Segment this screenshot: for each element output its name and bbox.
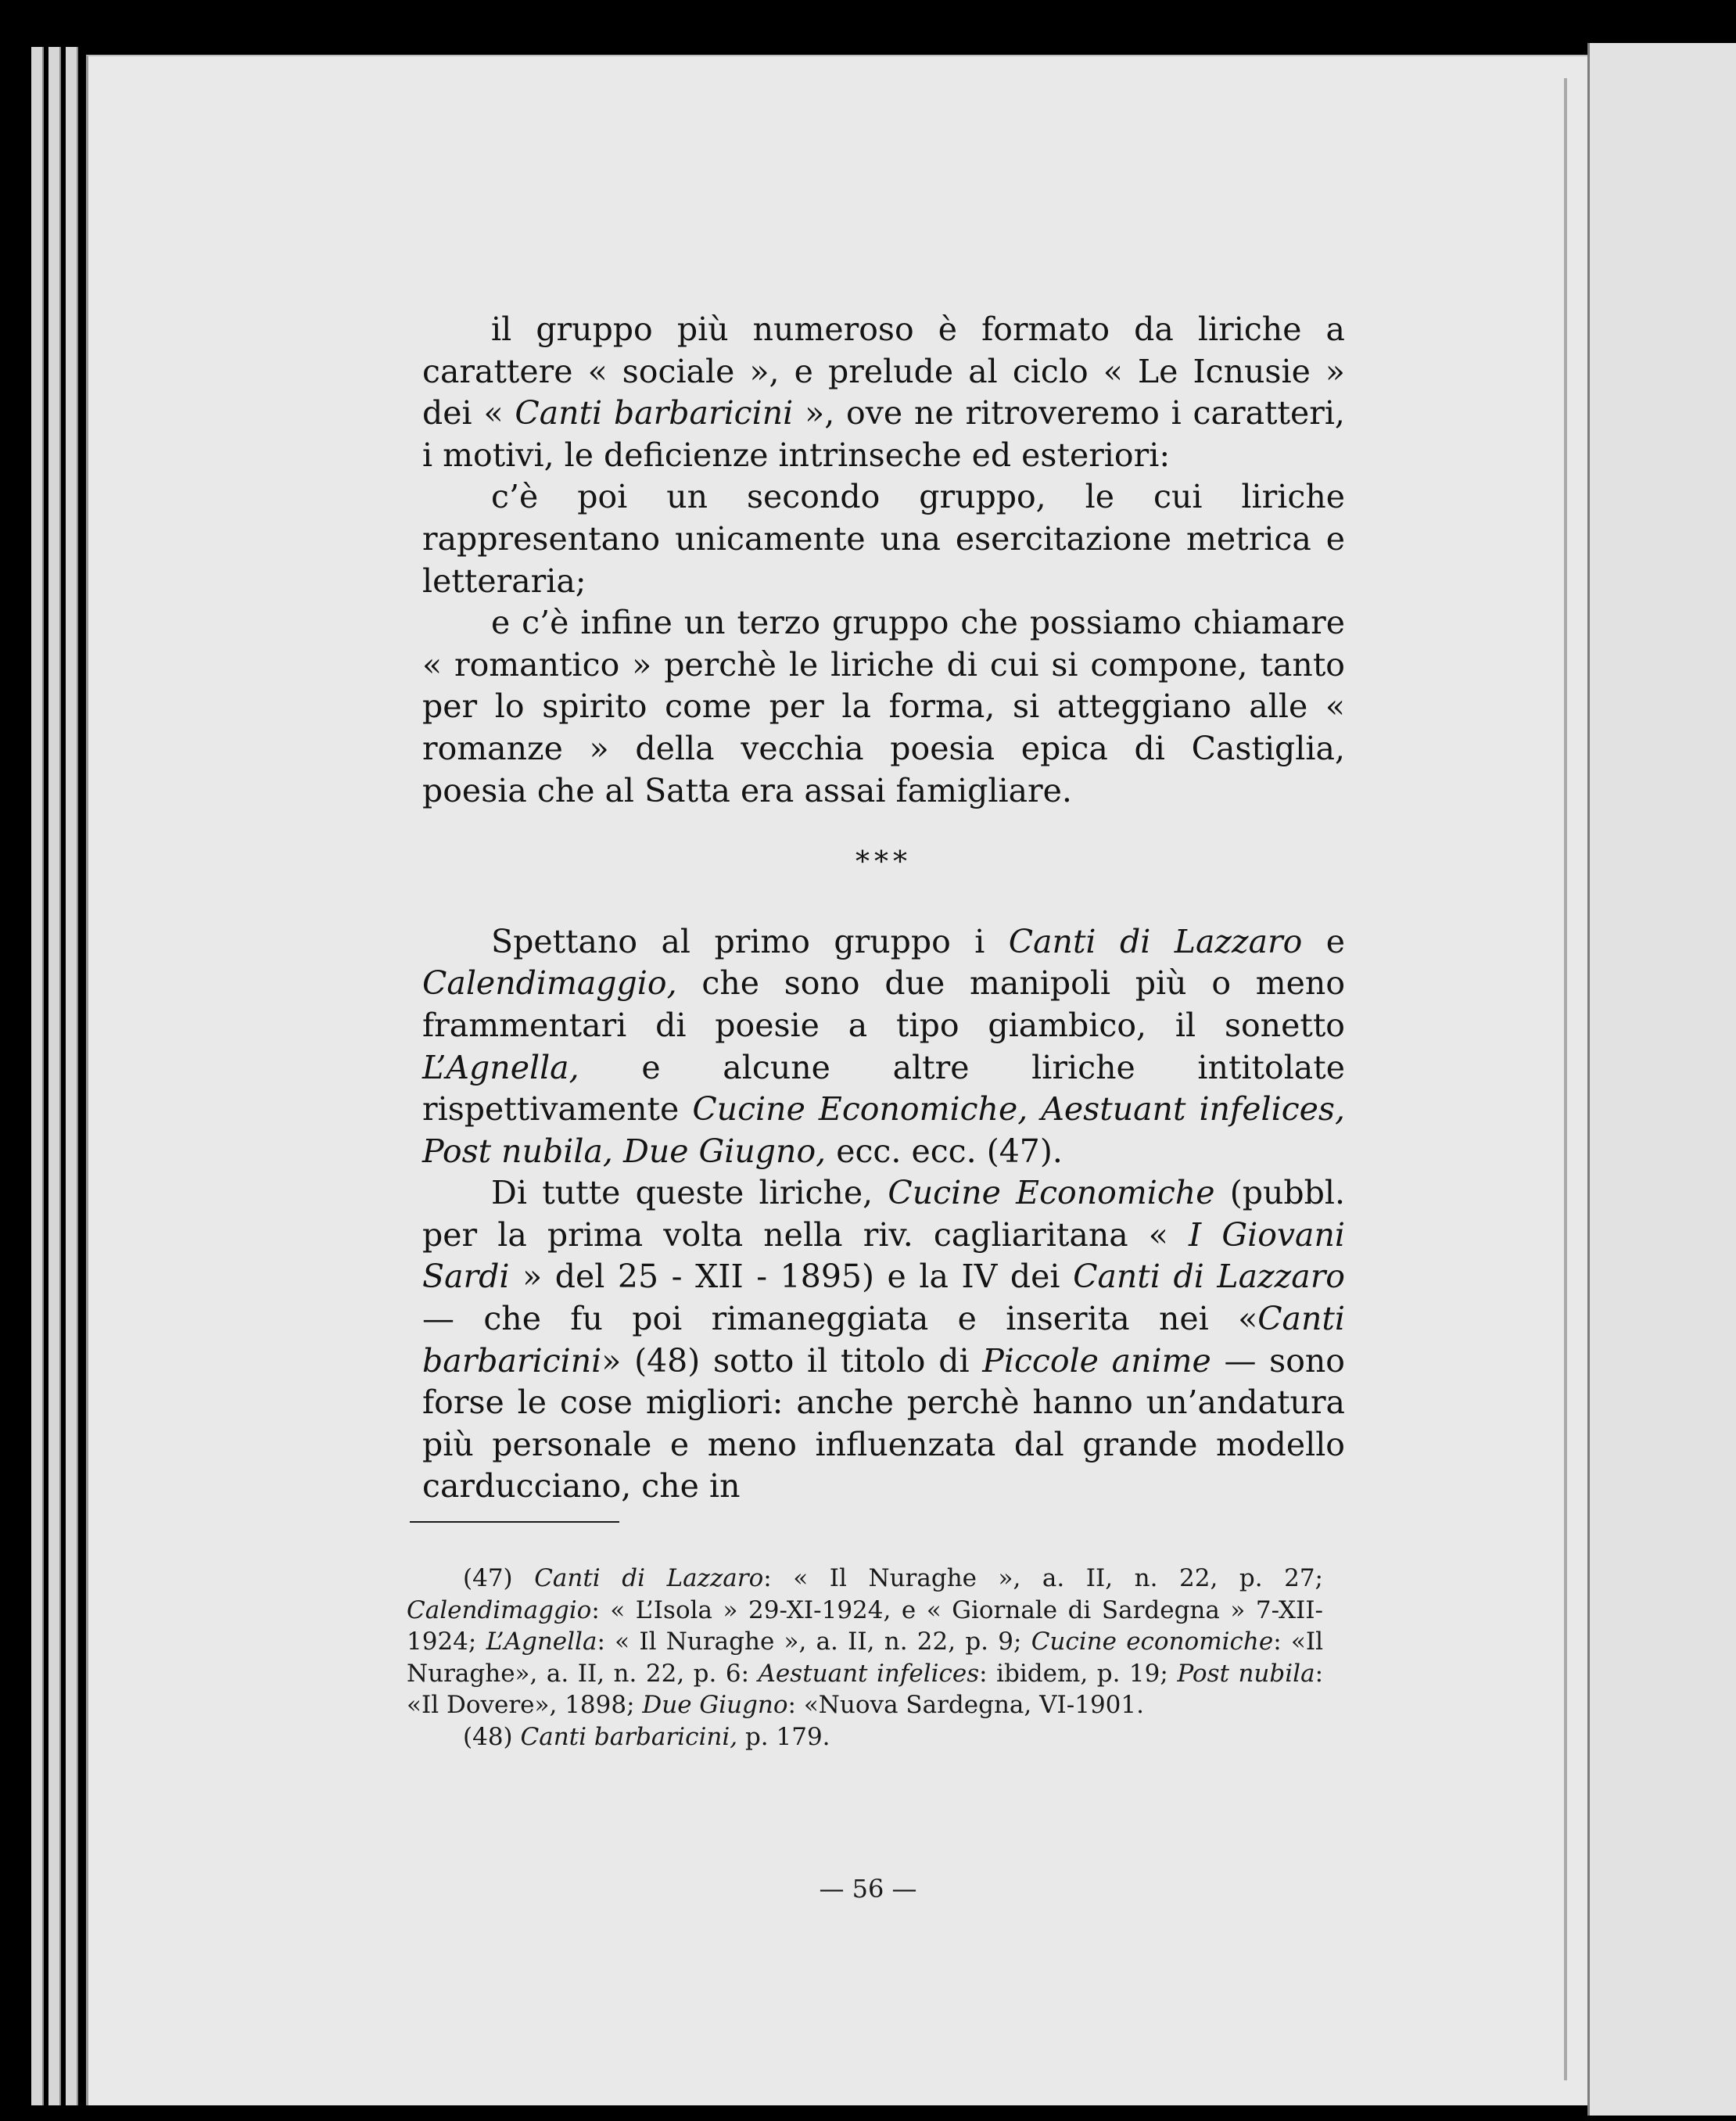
italic-text: L’Agnella — [486, 1628, 597, 1656]
section-separator: *** — [855, 846, 912, 879]
italic-text: Cucine Economiche, Aestuant infelices, Post nubila, Due Giugno, — [422, 1090, 1345, 1170]
page-stack-edge — [66, 47, 78, 2105]
italic-text: Due Giugno — [642, 1691, 788, 1719]
italic-text: Canti barbaricini, — [520, 1722, 738, 1751]
italic-text: Piccole anime — [982, 1341, 1211, 1380]
italic-text: Aestuant infelices — [758, 1659, 980, 1688]
italic-text: L’Agnella, — [422, 1048, 579, 1086]
paragraph: e c’è infine un terzo gruppo che possiamo chiamare « romantico » perchè le liriche di cui si compone, tanto per lo spirito come per la forma, si atteggiano alle « romanze » della vecchia poesia epica di Castiglia, poesia che al Satta era assai famigliare. — [422, 604, 1345, 809]
italic-text: Cucine Economiche — [888, 1174, 1215, 1212]
page-stack-edge — [31, 47, 44, 2105]
italic-text: Calendimaggio — [407, 1595, 592, 1624]
italic-text: Canti di Lazzaro — [534, 1564, 764, 1592]
italic-text: Canti barbaricini — [515, 394, 794, 432]
italic-text: Cucine economiche — [1031, 1628, 1274, 1656]
footnote-rule — [410, 1521, 619, 1523]
italic-text: I Giovani Sardi — [422, 1215, 1345, 1296]
footnote: (47) Canti di Lazzaro: « Il Nuraghe », a. II, n. 22, p. 27; Calendimaggio: « L’Isola » 29-XI-1924, e « Giornale di Sardegna » 7-XII-1924; L’Agnella: « Il Nuraghe », a. II, n. 22, p. 9; Cucine economiche: «Il Nuraghe», a. II, n. 22, p. 6: Aestuant infelices: ibidem, p. 19; Post nubila: «Il Dovere», 1898; Due Giugno: «Nuova Sardegna, VI-1901. — [407, 1564, 1324, 1719]
italic-text: Canti di Lazzaro — [1073, 1258, 1345, 1296]
italic-text: Canti di Lazzaro — [1008, 922, 1303, 960]
right-page-edge — [1587, 43, 1736, 2116]
page-stack-edge — [48, 47, 61, 2105]
footnotes — [407, 1563, 1323, 1753]
paragraph: il gruppo più numeroso è formato da liriche a carattere « sociale », e prelude al ciclo « Le Icnusie » dei « Canti barbaricini », ove ne ritroveremo i caratteri, i motivi, le deficienze intrinseche ed esteriori: — [422, 310, 1345, 474]
italic-text: Calendimaggio, — [422, 964, 677, 1003]
footnote: (48) Canti barbaricini, p. 179. — [463, 1722, 830, 1751]
page-number: — 56 — — [819, 1874, 917, 1904]
italic-text: Post nubila — [1177, 1659, 1315, 1688]
paragraph: Spettano al primo gruppo i Canti di Lazzaro e Calendimaggio, che sono due manipoli più o meno frammentari di poesie a tipo giambico, il sonetto L’Agnella, e alcune altre liriche intitolate rispettivamente Cucine Economiche, Aestuant infelices, Post nubila, Due Giugno, ecc. ecc. (47). — [422, 922, 1345, 1170]
italic-text: Canti barbaricini — [422, 1300, 1345, 1380]
paragraph: Di tutte queste liriche, Cucine Economiche (pubbl. per la prima volta nella riv. cagliaritana « I Giovani Sardi » del 25 - XII - 1895) e la IV dei Canti di Lazzaro — che fu poi rimaneggiata e inserita nei «Canti barbaricini» (48) sotto il titolo di Piccole anime — sono forse le cose migliori: anche perchè hanno un’andatura più personale e meno influenzata dal grande modello carducciano, che in — [422, 1174, 1345, 1506]
gutter-fold — [1564, 78, 1567, 2080]
paragraph: c’è poi un secondo gruppo, le cui liriche rappresentano unicamente una esercitazione metrica e letteraria; — [422, 478, 1345, 600]
main-text — [422, 309, 1345, 1508]
